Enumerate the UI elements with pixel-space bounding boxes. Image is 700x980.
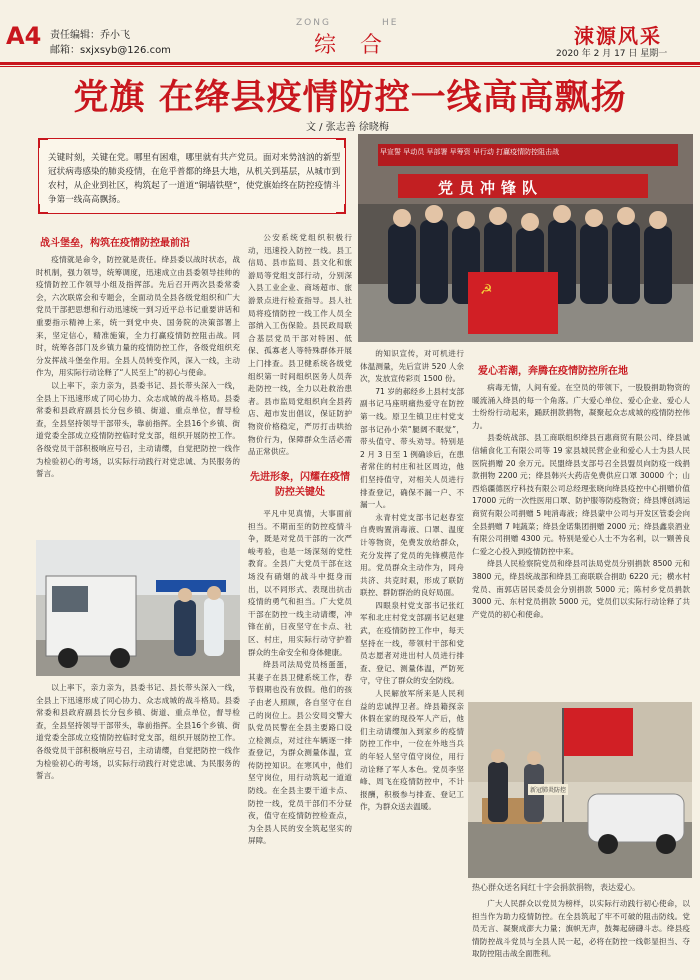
paragraph: 绛县司法局党员杨蛋蛋，其妻子在县卫健系统工作，春节假期也没有放假。他们的孩子由老人照顾，各自坚守在自己的岗位上。县公安局交警大队党员民警在全县主要路口设立检测点，对过往车辆逐一排查登记，为群众测量体温，宣传防控知识。在寒风中，他们坚守岗位，用行动筑起一道道防线。在全县主要干道卡点、防控一线，党员干部们不分昼夜，值守在疫情防控检查点，为全县人民的安全筑起坚实的屏障。 xyxy=(248,660,352,846)
column-4-top xyxy=(472,382,690,696)
subhead-2: 先进形象，闪耀在疫情防控关键处 xyxy=(250,472,350,498)
section-title: 综合 xyxy=(314,33,407,58)
paragraph: 公安系统党组织积极行动，迅速投入防控一线。县工信局、县市监局、县文化和旅游局等党组支部行动，分别深入县工业企业、商场超市、旅游景点进行检查指导。县人社局将疫情防控一线工作人员全部纳入工伤保险。县民政局联合基层党员干部对特困、低保、孤寡老人等特殊群体开展上门排查。县卫健系统各级党组织第一时间组织医务人员奔赴防控一线，全力以赴救治患者。县市监局党组织向全县药店、超市发出倡议，保证防护物资价格稳定，严厉打击哄抬物价行为，保障群众生活必需品正常供应。 xyxy=(248,233,352,457)
photo-party-group xyxy=(358,134,693,342)
subhead-1: 战斗堡垒，构筑在疫情防控最前沿 xyxy=(40,238,190,249)
paragraph: 四眼泉村党支部书记张红军和北庄村党支部副书记赵建武，在疫情防控工作中，每天坚持在一线，带领村干部和党员志愿者对进出村人员进行排查、登记、测量体温，严防死守，守住了群众的安全防线。 xyxy=(360,600,464,686)
column-1-top xyxy=(36,254,240,536)
editor-credit: 责任编辑：乔小飞 xyxy=(50,30,130,41)
photo-banner-top: 早宣誓 早动员 早部署 早筹资 早行动 打赢疫情防控阻击战 xyxy=(380,148,560,156)
section-pinyin-he: HE xyxy=(382,18,399,28)
paragraph: 广大人民群众以党员为榜样，以实际行动践行初心使命，以担当作为助力疫情防控。在全县筑起了牢不可破的阻击防线。党员无言、凝聚成澎大力量；旗帜无声，鼓舞起磅礴斗志。绛县疫情防控战斗党员与全县人民一起，必将在防控一线彰显担当、夺取防控阻击战全面胜利。 xyxy=(472,899,690,959)
paragraph: 县委统战部、县工商联组织绛县百惠商贸有限公司、绛县诚信辅食化工有限公司等 19 家县城民营企业和爱心人士为县人民医院捐赠 20 余万元。民盟绛县支部号召全县盟员向防疫一线捐款捐物 2200 元；绛县韩兴大药店免费供应口罩 30000 个；山西焰疆德医疗科技有限公司总经理张晓向绛县疫控中心捐赠价值 17000 元的一次性医用口罩、防护服等防疫物资；绛县博创鸿运商贸有限公司捐赠 5 吨消毒液；绛县蒙中公司与开发区管委会向全县捐赠 7 吨蔬菜；绛县金诺集团捐赠 2000 元；绛县鑫泉酒业有限公司捐赠 4300 元。特别是爱心人士不为名利，以一颗善良仁爱之心投入到疫情防控中来。 xyxy=(472,433,690,556)
photo-banner-label: 党员冲锋队 xyxy=(438,179,544,197)
headline: 党旗 在绛县疫情防控一线高高飘扬 xyxy=(73,78,627,118)
column-2-bottom xyxy=(248,508,352,974)
column-3 xyxy=(360,348,464,974)
lead-paragraph: 关键时刻，关键在党。哪里有困难，哪里就有共产党员。面对来势汹汹的新型冠状病毒感染的肺炎疫情，在危乎普都的绛县大地，从机关到基层，从城市到农村，从企业到社区，构筑起了一道道“铜墙铁壁”，使党旗始终在防控疫情斗争第一线高高飘扬。 xyxy=(48,153,341,205)
paragraph: 的知识宣传，对可机进行体温测量，先后宣讲 520 人余次，发放宣传彩页 1500 份。 xyxy=(360,349,464,384)
paragraph: 以上率下，亲力亲为，县委书记、县长带头深入一线，全县上下迅速形成了同心协力、众志成城的战斗格局。县委常委和县政府副县长分包乡镇、街道、重点单位，督导检查，全县坚持领导干部带头，靠前指挥。全县16个乡镇、街道党委全部成立疫情防控临时党支部，组织开展防控工作。各级党员干部积极响应号召，主动请缨，自觉把防控一线作为检验初心的考场，以实际行动践行对党忠诚、为民服务的誓言。 xyxy=(36,683,240,781)
brand-logo: 涑源风采 xyxy=(574,24,662,48)
paragraph: 永青村党支部书记赵春室自费购置消毒液、口罩、温度计等物资，免费发放给群众，充分发挥了党员的先锋模范作用。党员群众主动作为，同舟共济、共克时艰，形成了联防联控、群防群治的良好局面。 xyxy=(360,512,464,598)
subhead-3: 爱心若潮，奔腾在疫情防控所在地 xyxy=(478,366,628,377)
photo-sign: 新冠肺炎防控 xyxy=(528,784,568,795)
photo-checkpoint xyxy=(36,540,240,676)
paragraph xyxy=(248,459,352,460)
paragraph: 71 岁的郝经乡上县村支部副书记马座明痛热爱守在防控第一线。原卫生镇卫庄村党支部书记孙小荣“腿阔不眠觉”，带头值守、带头劝导。特别是 2 月 3 日至 1 例确诊后，在患者常住的村庄和社区周边，他们坚持值守，对相关人员进行排查登记，确保不漏一户、不漏一人。 xyxy=(360,386,464,510)
header-rule-thin xyxy=(0,66,700,67)
editor-email: 邮箱：sxjxsyb@126.com xyxy=(50,45,171,56)
paragraph: 病毒无情，人间有爱。在空员的带领下，一股股捐助物资的暖流涌入绛县的每一个角落。广大爱心单位、爱心企业、爱心人士纷纷行动起来，踊跃捐款捐物，凝聚起众志成城的疫情防控伟力。 xyxy=(472,383,690,430)
column-4-bottom xyxy=(472,898,690,976)
page-number: A4 xyxy=(6,22,42,50)
paragraph: 以上率下，亲力亲为，县委书记、县长带头深入一线，全县上下迅速形成了同心协力、众志成城的战斗格局。县委常委和县政府副县长分包乡镇、街道、重点单位，督导检查，全县坚持领导干部带头，靠前指挥。全县16个乡镇、街道党委全部成立疫情防控临时党支部，组织开展防控工作。各级党员干部积极响应号召，主动请缨，自觉把防控一线作为检验初心的考场，以实际行动践行对党忠诚、为民服务的誓言。 xyxy=(36,380,240,479)
column-2-top xyxy=(248,232,352,460)
photo-caption: 热心群众送名间红十字会捐款捐物，表达爱心。 xyxy=(472,883,640,892)
header-rule xyxy=(0,62,700,65)
photo-donation xyxy=(468,702,692,878)
paragraph: 人民解放军所来是人民利益的忠诚捍卫者。绛县籍探亲休假在家的现役军人产后，他们主动请缨加入到家乡的疫情防控工作中，一位在外地当兵的年轻人坚守值守岗位，用行动诠释了军人本色。党员李坚峰、周飞在疫情防控中，不计报酬，积极参与排查、登记工作，为群众送去温暖。 xyxy=(360,689,464,812)
paragraph: 疫情就是命令，防控就是责任。绛县委以战时状态，战时机制，强力领导，统筹调度，迅速成立由县委领导挂帅的疫情防控工作领导小组及指挥部。先后召开两次县委常委会，六次联席会和专题会，全面动员全县各级党组织和广大党员干部把思想和行动迅速统一到习近平总书记重要讲话和重要指示精神上来，统一到党中央、国务院的决策部署上来，坚定信心，精准施策，全力打赢疫情防控阻击战。同时，统筹各部门及乡镇力量的疫情防控工作，各级党组织充分发挥战斗堡垒作用。全县人员转变作风，深入一线，主动作为，用实际行动诠释了“人民至上”的初心与使命。 xyxy=(36,255,240,378)
issue-date: 2020 年 2 月 17 日 星期一 xyxy=(556,49,668,59)
paragraph: 平凡中见真情，大事面前担当。不期而至的防控疫情斗争，既是对党员干部的一次严峻考验，也是一场深刻的党性教育。全县广大党员干部在这场没有硝烟的战斗中挺身而出，以不同形式、表现出抗击疫情的勇气和担当。广大党员干部在防控一线主动请缨，冲锋在前，日夜坚守在卡点、社区、村庄，用实际行动守护着群众的生命安全和身体健康。 xyxy=(248,509,352,657)
paragraph: 绛县人民检察院党员和绛县司法局党员分别捐款 8500 元和 3800 元，绛县统战部和绛县工商联联合捐助 6220 元；横水村党员、南郭店居民委员会分别捐款 5000 元；陈村乡党员捐款 3000 元、东村党员捐款 5000 元，党员们以实际行动诠释了共产党员的初心和使命。 xyxy=(472,559,690,619)
section-pinyin-zong: ZONG xyxy=(296,18,331,28)
byline: 文 / 张志善 徐晓梅 xyxy=(306,122,389,133)
svg-text:☭: ☭ xyxy=(480,282,493,298)
column-1-bottom xyxy=(36,682,240,972)
